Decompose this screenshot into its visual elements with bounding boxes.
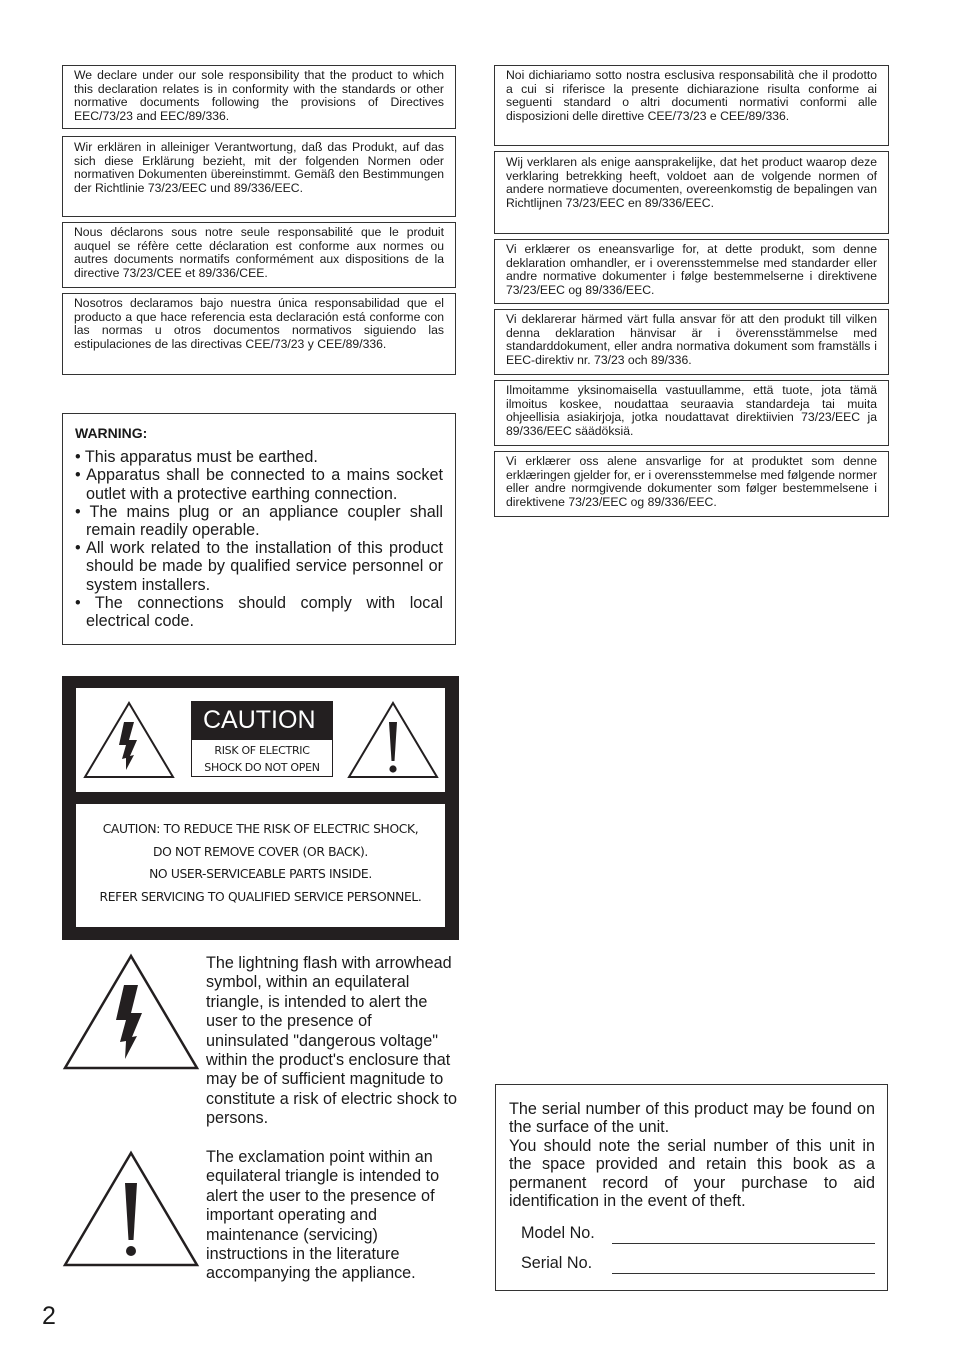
warning-title: WARNING: [75, 425, 148, 441]
risk-line-2: SHOCK DO NOT OPEN [204, 761, 320, 774]
declaration-spanish: Nosotros declaramos bajo nuestra única responsabilidad que el producto a que hace referencia esta declaración está conforme con las normas u otros documentos normativos siguiendo las estipulaciones de las directivas CEE/73/23 y CEE/89/336. [62, 293, 456, 375]
declaration-english: We declare under our sole responsibility that the product to which this declaration relates is in conformity with the standards or other normative documents following the provisions of Directives EEC/73/23 and EEC/89/336. [62, 65, 456, 129]
declaration-finnish: Ilmoitamme yksinomaisella vastuullamme, että tuote, jota tämä ilmoitus koskee, noudattaa seuraavia standardeja tai muita ohjeellisia asiakirjoja, jotka noudattavat direktiivien 73/23/EEC ja 89/336/EEC säädöksiä. [494, 380, 889, 446]
model-no-label: Model No. [521, 1224, 595, 1242]
serial-no-field[interactable] [612, 1273, 875, 1274]
caution-panel [62, 676, 459, 940]
model-no-field[interactable] [612, 1243, 875, 1244]
warning-item: • The mains plug or an appliance coupler shall remain readily operable. [75, 502, 443, 540]
warning-list [75, 448, 443, 630]
caution-line: REFER SERVICING TO QUALIFIED SERVICE PERSONNEL. [99, 889, 422, 904]
caution-text-panel [76, 804, 445, 927]
caution-symbols-panel [76, 688, 445, 792]
page-number: 2 [42, 1302, 56, 1330]
warning-item: • Apparatus shall be connected to a mains socket outlet with a protective earthing connection. [75, 466, 443, 503]
serial-paragraph-1: The serial number of this product may be found on the surface of the unit. [509, 1100, 875, 1137]
exclamation-triangle-icon [62, 1150, 200, 1268]
risk-line-1: RISK OF ELECTRIC [214, 744, 310, 757]
declaration-dutch: Wij verklaren als enige aansprakelijke, dat het product waarop deze verklaring betrekking heeft, voldoet aan de volgende normen of andere normatieve documenten, overeenkomstig de bepalingen van Richtlijnen 73/23/EEC en 89/336/EEC. [494, 151, 889, 234]
warning-item: • All work related to the installation of this product should be made by qualified service personnel or system installers. [75, 539, 443, 594]
caution-line: CAUTION: TO REDUCE THE RISK OF ELECTRIC SHOCK, [102, 822, 419, 836]
declaration-german: Wir erklären in alleiniger Verantwortung, daß das Produkt, auf das sich diese Erklärung bezieht, mit der folgenden Normen oder normativen Dokumenten übereinstimmt. Gemäß den Bestimmungen der Richtlinie 73/23/EEC und 89/336/EEC. [62, 136, 456, 217]
lightning-triangle-icon [62, 953, 200, 1071]
lightning-explanation: The lightning flash with arrowhead symbol, within an equilateral triangle, is intended to alert the user to the presence of uninsulated "dangerous voltage" within the product's enclosure that may be of sufficient magnitude to constitute a risk of electric shock to persons. [206, 954, 458, 1128]
serial-paragraph-2: You should note the serial number of this unit in the space provided and retain this book as a permanent record of your purchase to aid identification in the event of theft. [509, 1136, 875, 1211]
declaration-french: Nous déclarons sous notre seule responsabilité que le produit auquel se réfère cette déclaration est conforme aux normes ou autres documents normatifs conformément aux dispositions de la directive 73/23/CEE et 89/336/CEE. [62, 222, 456, 288]
caution-line: NO USER-SERVICEABLE PARTS INSIDE. [149, 867, 372, 882]
warning-box [62, 413, 456, 645]
caution-label: CAUTION [191, 701, 333, 739]
declaration-danish: Vi erklærer os eneansvarlige for, at dette produkt, som denne deklaration omhandler, er i overensstemmelse med standarder eller andre normative dokumenter i følge bestemmelserne i direktivene 73/23/EEC og 89/336/EEC. [494, 239, 889, 304]
lightning-triangle-icon [82, 700, 176, 780]
serial-no-label: Serial No. [521, 1254, 593, 1272]
warning-item: • The connections should comply with local electrical code. [75, 593, 443, 631]
declaration-italian: Noi dichiariamo sotto nostra esclusiva responsabilità che il prodotto a cui si riferisce la presente dichiarazione risulta conforme ai seguenti standard o altri documenti normativi conformi alle disposizioni delle direttive CEE/73/23 e CEE/89/336. [494, 65, 889, 146]
exclamation-triangle-icon [346, 700, 440, 780]
declaration-swedish: Vi deklarerar härmed värt fulla ansvar för att den produkt till vilken denna deklaration hänvisar är i överensstämmelse med standarddokument, eller andra normativa dokument som framställs i EEC-direktiv nr. 73/23 och 89/336. [494, 309, 889, 375]
caution-line: DO NOT REMOVE COVER (OR BACK). [153, 844, 368, 859]
warning-item: • This apparatus must be earthed. [75, 448, 318, 467]
exclamation-explanation: The exclamation point within an equilateral triangle is intended to alert the user to the presence of important operating and maintenance (servicing) instructions in the literature accompanying the appliance. [206, 1148, 440, 1283]
declaration-norwegian: Vi erklærer oss alene ansvarlige for at produktet som denne erklæringen gjelder for, er i overensstemmelse med følgende normer eller andre normgivende dokumenter som følger bestemmelsene i direktivene 73/23/EEC og 89/336/EEC. [494, 451, 889, 517]
risk-label [191, 739, 333, 777]
